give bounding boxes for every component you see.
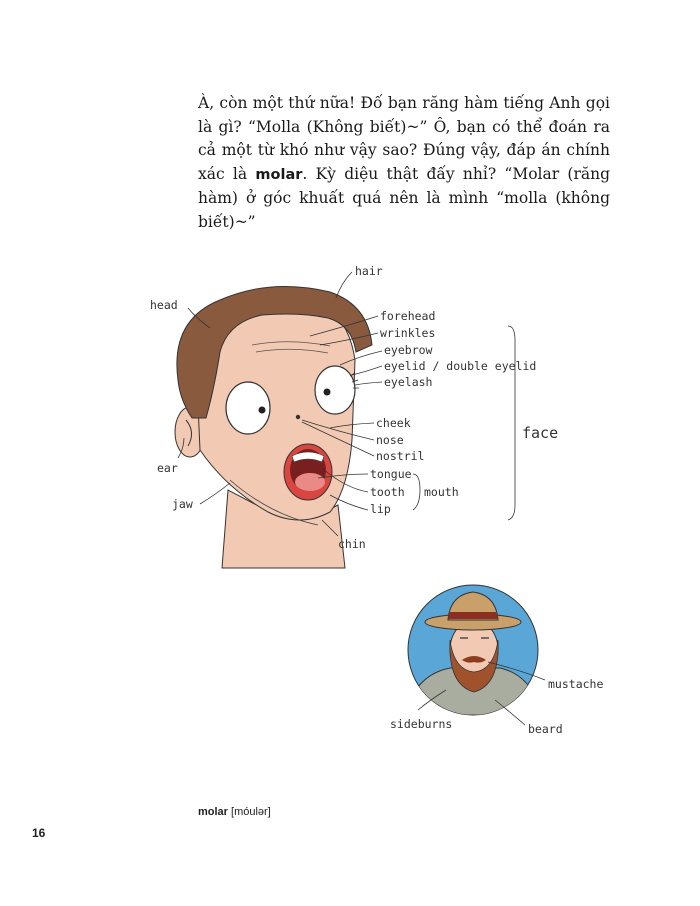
label-forehead: forehead — [380, 309, 436, 323]
label-tooth: tooth — [370, 485, 405, 499]
paragraph-text-1: À, còn một thứ nữa! Đố bạn răng hàm tiếng Anh gọi là gì? “Molla (Không biết)~” Ô, bạn có thể đoán ra cả một từ khó như vậy sao? Đúng vậy, đáp án chính xác là — [198, 94, 610, 183]
label-sideburns: sideburns — [390, 717, 453, 731]
beard-illustration — [390, 585, 603, 736]
label-nostril: nostril — [376, 449, 425, 463]
label-nose: nose — [376, 433, 404, 447]
label-tongue: tongue — [370, 467, 412, 481]
label-ear: ear — [157, 461, 178, 475]
nose-mark — [296, 415, 300, 419]
label-lip: lip — [370, 502, 391, 516]
label-hair: hair — [355, 264, 383, 278]
label-cheek: cheek — [376, 416, 411, 430]
label-chin: chin — [338, 537, 366, 551]
face-illustration — [150, 264, 558, 568]
label-mouth: mouth — [424, 485, 459, 499]
label-beard: beard — [528, 722, 563, 736]
label-eyebrow: eyebrow — [384, 343, 433, 357]
label-head: head — [150, 298, 178, 312]
label-eyelash: eyelash — [384, 375, 433, 389]
paragraph-text-2: . Kỳ diệu thật đấy nhỉ? “Molar (răng hàm) ở góc khuất quá nên là mình “molla (không biết)~” — [198, 164, 610, 231]
paragraph-bold-word: molar — [255, 166, 303, 183]
label-face: face — [522, 424, 559, 442]
label-mustache: mustache — [548, 677, 604, 691]
footnote-pronunciation: [móulər] — [231, 806, 271, 818]
label-jaw: jaw — [172, 497, 193, 511]
page-number: 16 — [32, 826, 46, 840]
label-wrinkles: wrinkles — [380, 326, 436, 340]
right-eye — [315, 366, 355, 414]
footnote-word: molar — [198, 806, 228, 818]
footnote — [198, 806, 271, 818]
label-eyelid: eyelid / double eyelid — [384, 359, 537, 373]
